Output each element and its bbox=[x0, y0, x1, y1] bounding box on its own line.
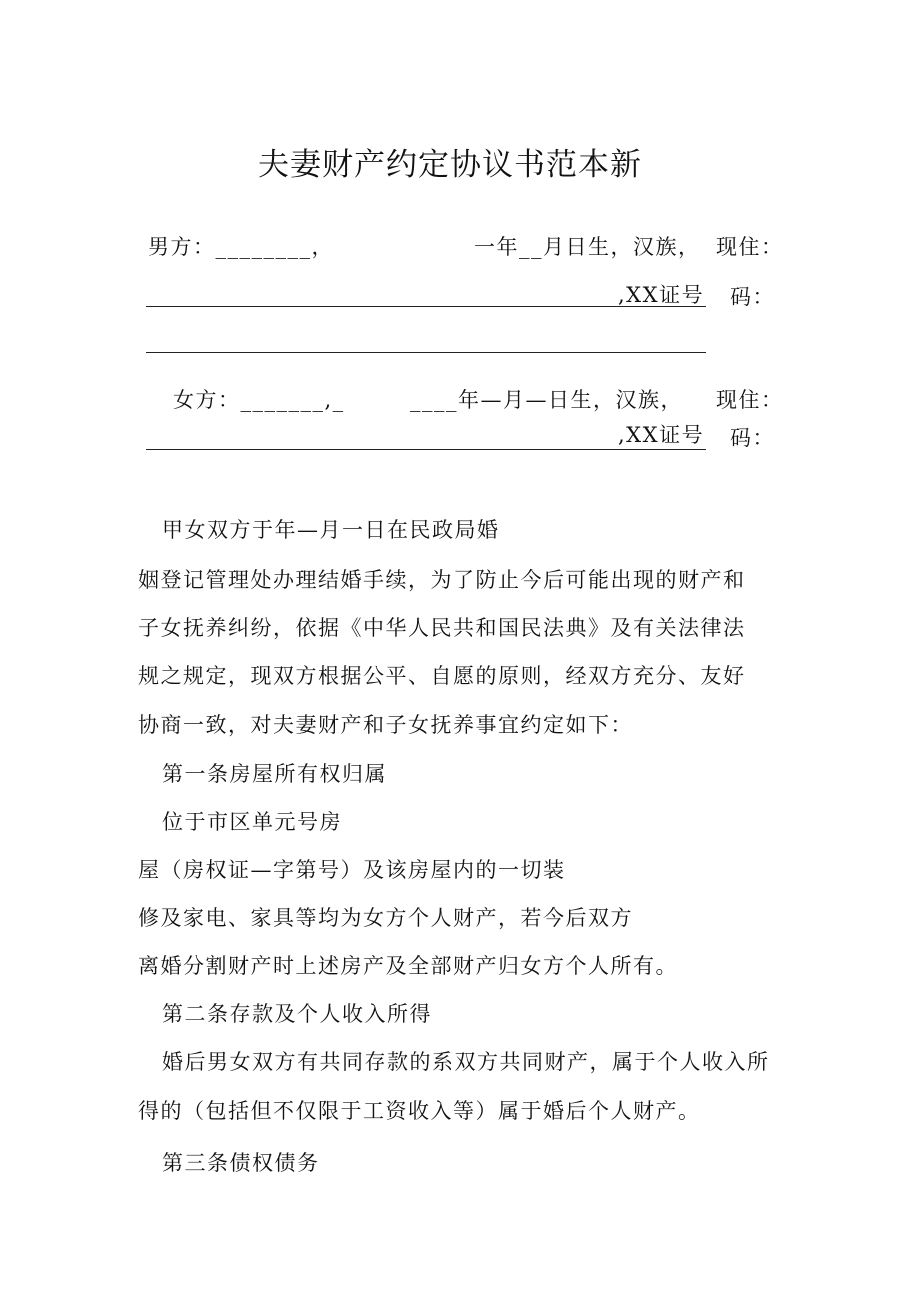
article1-line: 位于市区单元号房 bbox=[162, 810, 342, 834]
husband-birth: 一年__月日生，汉族， bbox=[474, 235, 701, 259]
preamble-line: 协商一致，对夫妻财产和子女抚养事宜约定如下： bbox=[138, 713, 633, 737]
preamble-line: 规之规定，现双方根据公平、自愿的原则，经双方充分、友好 bbox=[138, 664, 746, 688]
wife-id-label-tail: 码： bbox=[730, 426, 775, 450]
document-title: 夫妻财产约定协议书范本新 bbox=[258, 147, 642, 183]
article2-line: 得的（包括但不仅限于工资收入等）属于婚后个人财产。 bbox=[138, 1099, 701, 1123]
article1-line: 离婚分割财产时上述房产及全部财产归女方个人所有。 bbox=[138, 954, 678, 978]
article3-heading: 第三条债权债务 bbox=[162, 1151, 320, 1175]
article1-line: 修及家电、家具等均为女方个人财产，若今后双方 bbox=[138, 906, 633, 930]
husband-residence-label: 现住： bbox=[716, 235, 784, 259]
preamble-line: 姻登记管理处办理结婚手续，为了防止今后可能出现的财产和 bbox=[138, 568, 746, 592]
husband-id-line bbox=[146, 352, 706, 353]
wife-residence-label: 现住： bbox=[716, 388, 784, 412]
article1-line: 屋（房权证—字第号）及该房屋内的一切装 bbox=[138, 858, 566, 882]
article2-heading: 第二条存款及个人收入所得 bbox=[162, 1002, 432, 1026]
husband-id-label-tail: 码： bbox=[730, 285, 775, 309]
preamble-line: 子女抚养纠纷，依据《中华人民共和国民法典》及有关法律法 bbox=[138, 616, 746, 640]
wife-address-line bbox=[146, 449, 706, 450]
wife-label: 女方：_______,_ bbox=[173, 388, 345, 412]
article2-line: 婚后男女双方有共同存款的系双方共同财产，属于个人收入所 bbox=[162, 1050, 770, 1074]
wife-birth: ____年—月—日生，汉族， bbox=[410, 388, 683, 412]
husband-id-label: ,XX证号 bbox=[618, 283, 705, 307]
husband-label: 男方：________， bbox=[148, 235, 334, 259]
preamble-line: 甲女双方于年—月一日在民政局婚 bbox=[162, 518, 500, 542]
article1-heading: 第一条房屋所有权归属 bbox=[162, 762, 387, 786]
wife-id-label: ,XX证号 bbox=[618, 423, 705, 447]
